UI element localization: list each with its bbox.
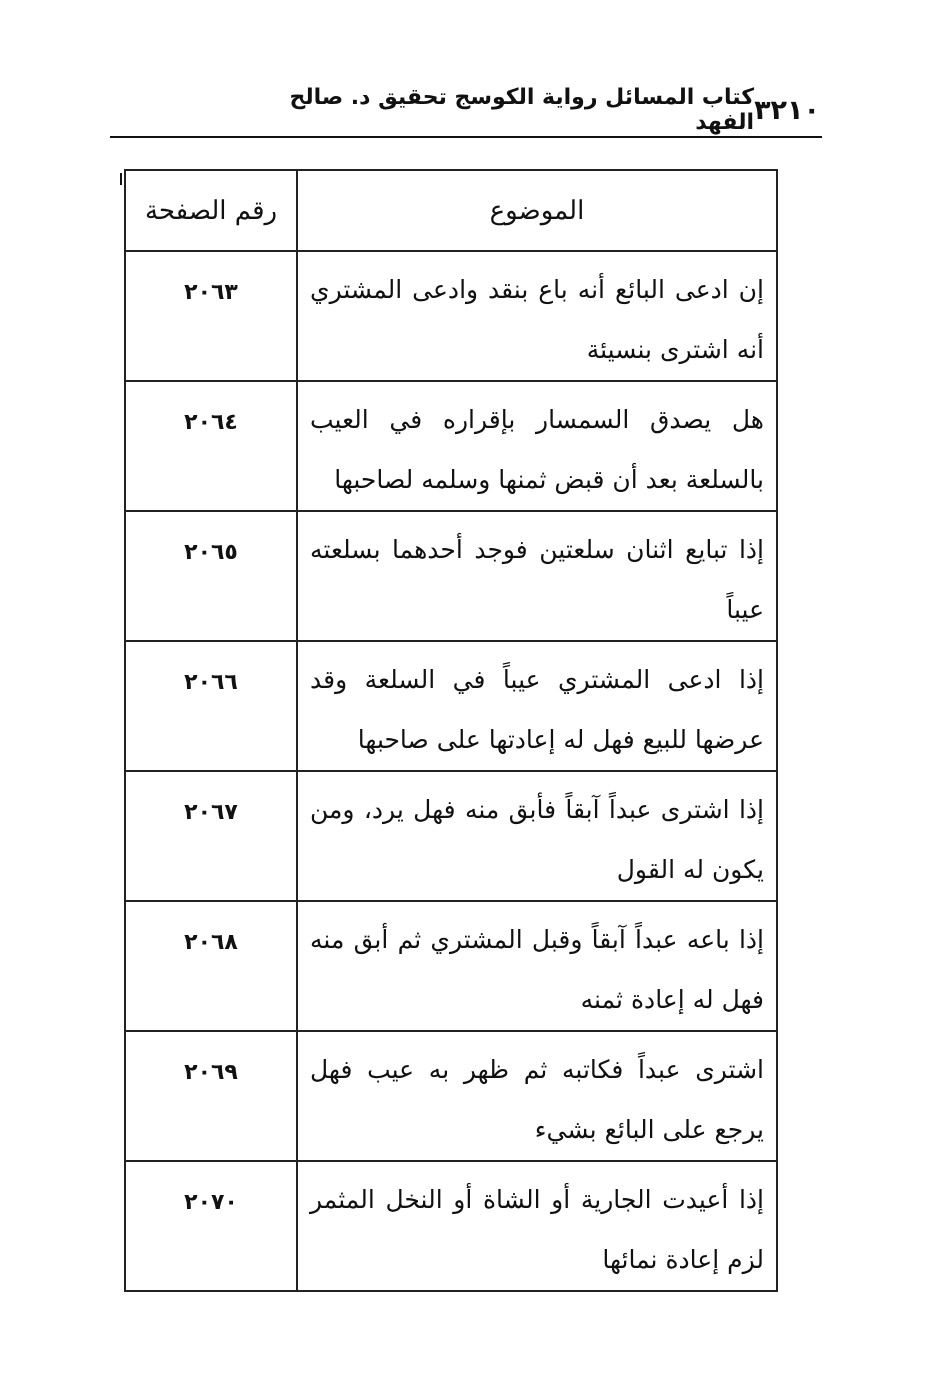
page-number-cell: ٢٠٦٣: [125, 251, 297, 381]
table-row: [125, 381, 777, 511]
running-title: كتاب المسائل رواية الكوسج تحقيق د. صالح الفهد: [289, 85, 755, 135]
page-number-cell: ٢٠٧٠: [125, 1161, 297, 1291]
topic-cell: إذا ادعى المشتري عيباً في السلعة وقد عرضها للبيع فهل له إعادتها على صاحبها: [297, 641, 777, 771]
table-row: [125, 901, 777, 1031]
page-number-cell: ٢٠٦٧: [125, 771, 297, 901]
table-row: [125, 251, 777, 381]
topic-cell: إذا اشترى عبداً آبقاً فأبق منه فهل يرد، ومن يكون له القول: [297, 771, 777, 901]
topic-cell: اشترى عبداً فكاتبه ثم ظهر به عيب فهل يرجع على البائع بشيء: [297, 1031, 777, 1161]
page-number: ٣٢١٠: [754, 94, 820, 126]
table-row: [125, 641, 777, 771]
topic-cell: إذا باعه عبداً آبقاً وقبل المشتري ثم أبق منه فهل له إعادة ثمنه: [297, 901, 777, 1031]
page-number-cell: ٢٠٦٥: [125, 511, 297, 641]
topic-cell: إن ادعى البائع أنه باع بنقد وادعى المشتري أنه اشترى بنسيئة: [297, 251, 777, 381]
table-row: [125, 511, 777, 641]
table-header-row: [125, 170, 777, 251]
index-table: [124, 169, 778, 1292]
table-row: [125, 1031, 777, 1161]
header-rule: [110, 136, 822, 138]
topic-cell: إذا أعيدت الجارية أو الشاة أو النخل المثمر لزم إعادة نمائها: [297, 1161, 777, 1291]
topic-cell: هل يصدق السمسار بإقراره في العيب بالسلعة بعد أن قبض ثمنها وسلمه لصاحبها: [297, 381, 777, 511]
table-corner-mark: [120, 173, 122, 185]
topic-cell: إذا تبايع اثنان سلعتين فوجد أحدهما بسلعته عيباً: [297, 511, 777, 641]
column-header-page: رقم الصفحة: [125, 170, 297, 251]
page-number-cell: ٢٠٦٤: [125, 381, 297, 511]
table-row: [125, 771, 777, 901]
page-number-cell: ٢٠٦٦: [125, 641, 297, 771]
page-number-cell: ٢٠٦٩: [125, 1031, 297, 1161]
page-number-cell: ٢٠٦٨: [125, 901, 297, 1031]
column-header-topic: الموضوع: [297, 170, 777, 251]
table-row: [125, 1161, 777, 1291]
page-header: [110, 85, 820, 135]
